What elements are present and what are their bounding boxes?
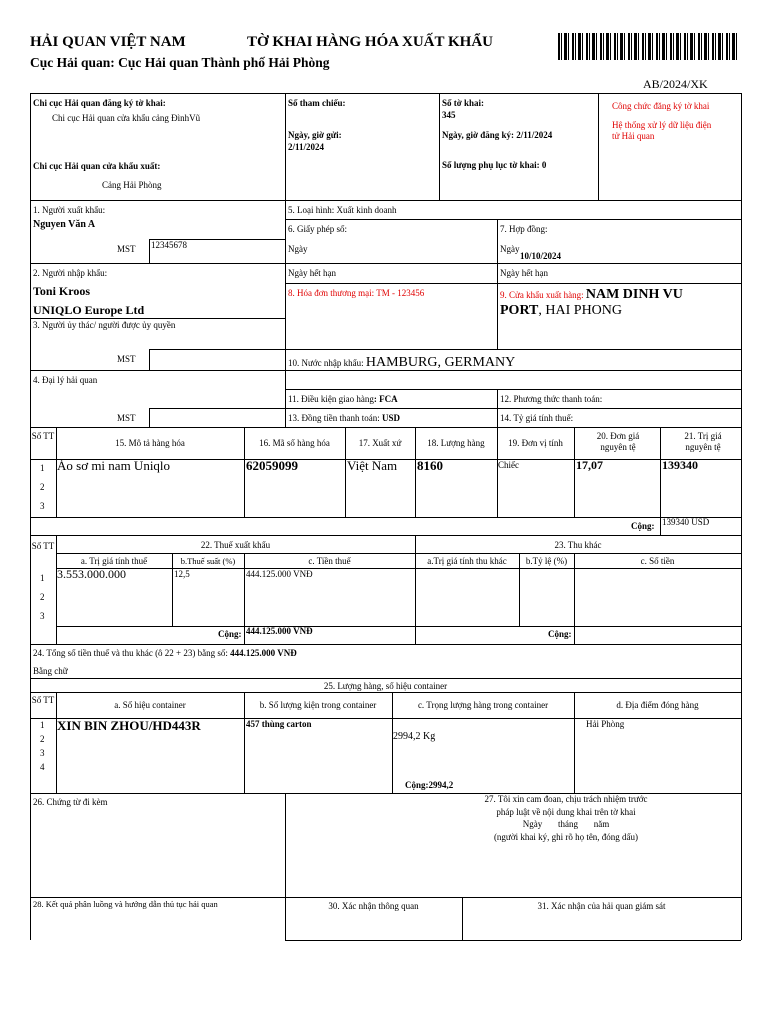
goods-origin: Việt Nam — [347, 458, 398, 473]
system-label-2: tử Hải quan — [612, 131, 655, 141]
clearance-label: 30. Xác nhận thông quan — [328, 901, 419, 911]
exchange-rate-label: 14. Tỷ giá tính thuế: — [500, 413, 574, 423]
trustee-mst-label: MST — [117, 354, 136, 364]
container-packages: 457 thùng carton — [246, 719, 312, 729]
tax-rate: 12,5 — [174, 569, 190, 579]
reg-office-value: Chi cục Hải quan cửa khẩu cảng ĐìnhVũ — [52, 113, 201, 123]
agent-label: 4. Đại lý hải quan — [33, 375, 98, 385]
export-type: 5. Loại hình: Xuất kinh doanh — [288, 205, 397, 215]
tax-col-other-amount: c. Số tiền — [640, 556, 675, 566]
container-row-no-4: 4 — [40, 762, 45, 772]
system-label-1: Hệ thống xử lý dữ liệu điện — [612, 120, 712, 130]
goods-header-unit: 19. Đơn vị tính — [508, 438, 563, 448]
container-total: Cộng:2994,2 — [405, 780, 454, 790]
other-total-label: Cộng: — [548, 629, 572, 639]
permit-expiry-label: Ngày hết hạn — [288, 268, 336, 278]
importer-name-2: UNIQLO Europe Ltd — [33, 303, 145, 317]
exit-port-label: 9. Cửa khẩu xuất hàng: — [500, 290, 586, 300]
tax-col-rate: b.Thuế suất (%) — [180, 556, 236, 566]
container-place: Hải Phòng — [586, 719, 625, 729]
tax-total-label: Cộng: — [218, 629, 242, 639]
declaration-no-label: Số tờ khai: — [442, 98, 484, 108]
container-row-no-3: 3 — [40, 748, 45, 758]
total-in-words-label: Bằng chữ — [33, 666, 68, 676]
import-country-label: 10. Nước nhập khẩu: — [288, 358, 366, 368]
delivery-terms-label: 11. Điều kiện giao hàng — [288, 394, 374, 404]
goods-header-no: Số TT — [31, 431, 55, 441]
exporter-mst-value: 12345678 — [151, 240, 187, 250]
container-header-id: a. Số hiệu container — [114, 700, 186, 710]
currency-label: 13. Đồng tiền thanh toán: — [288, 413, 382, 423]
goods-row-no-2: 2 — [40, 482, 45, 492]
goods-row-no-3: 3 — [40, 501, 45, 511]
tax-row-no-3: 3 — [40, 611, 45, 621]
goods-header-hs: 16. Mã số hàng hóa — [259, 438, 330, 448]
container-row-no-1: 1 — [40, 720, 45, 730]
declaration — [455, 793, 677, 843]
contract-date-label: Ngày — [500, 244, 520, 254]
reg-office-label: Chi cục Hải quan đăng ký tờ khai: — [33, 98, 166, 108]
sent-date-value: 2/11/2024 — [288, 142, 325, 152]
tax-header-other: 23. Thu khác — [554, 540, 602, 550]
container-weight: 2994,2 Kg — [393, 731, 436, 742]
total-tax-label: 24. Tổng số tiền thuế và thu khác (ô 22 + 23) bằng số: — [33, 648, 231, 658]
registration-date: Ngày, giờ đăng ký: 2/11/2024 — [442, 130, 553, 140]
declaration-line-2: pháp luật về nội dung khai trên tờ khai — [496, 806, 636, 817]
goods-header-price: 20. Đơn giá nguyên tệ — [596, 431, 640, 453]
goods-header-value: 21. Trị giá nguyên tệ — [684, 431, 722, 453]
container-row-no-2: 2 — [40, 734, 45, 744]
tax-total-value: 444.125.000 VNĐ — [246, 626, 313, 636]
payment-method-label: 12. Phương thức thanh toán: — [500, 394, 603, 404]
goods-hs-code: 62059099 — [246, 458, 298, 473]
importer-label: 2. Người nhập khẩu: — [33, 268, 108, 278]
import-country-value: HAMBURG, GERMANY — [365, 355, 516, 370]
exporter-name: Nguyen Văn A — [33, 219, 96, 230]
container-header-no: Số TT — [31, 695, 55, 705]
exit-port — [500, 287, 683, 303]
trustee-label: 3. Người ủy thác/ người được ủy quyền — [33, 320, 176, 330]
agency-title: HẢI QUAN VIỆT NAM — [30, 34, 186, 50]
goods-header-qty: 18. Lượng hàng — [427, 438, 485, 448]
tax-col-taxable: a. Trị giá tính thuế — [80, 556, 148, 566]
declaration-line-1: 27. Tôi xin cam đoan, chịu trách nhiệm trước — [484, 794, 648, 804]
tax-col-amount: c. Tiền thuế — [308, 556, 351, 566]
reference-label: Số tham chiếu: — [288, 98, 346, 108]
tax-taxable-value: 3.553.000.000 — [57, 567, 126, 581]
total-tax — [33, 648, 297, 658]
officer-label: Công chức đăng ký tờ khai — [612, 101, 710, 111]
permit-label: 6. Giấy phép số: — [288, 224, 347, 234]
tax-col-other-rate: b.Tỷ lệ (%) — [525, 556, 568, 566]
sent-date-label: Ngày, giờ gửi: — [288, 130, 342, 140]
agent-mst-label: MST — [117, 413, 136, 423]
goods-unit: Chiếc — [498, 460, 519, 470]
exit-office-label: Chi cục Hải quan cửa khẩu xuất: — [33, 161, 161, 171]
tax-col-other-value: a.Trị giá tính thu khác — [427, 556, 507, 566]
container-header-weight: c. Trọng lượng hàng trong container — [417, 700, 549, 710]
tax-amount: 444.125.000 VNĐ — [246, 569, 313, 579]
supervision-label: 31. Xác nhận của hải quan giám sát — [537, 901, 666, 911]
goods-row-no-1: 1 — [40, 463, 45, 473]
container-header-place: d. Địa điểm đóng hàng — [616, 700, 699, 710]
goods-header-desc: 15. Mô tả hàng hóa — [115, 438, 185, 448]
routing-result-label: 28. Kết quả phân luồng và hướng dẫn thủ tục hải quan — [33, 899, 218, 909]
importer-name-1: Toni Kroos — [33, 284, 91, 298]
exit-port-value-2b: , HAI PHONG — [538, 303, 623, 318]
contract-date-value: 10/10/2024 — [520, 251, 562, 261]
declaration-line-4: (người khai ký, ghi rõ họ tên, đóng dấu) — [493, 831, 639, 842]
goods-total-label: Cộng: — [631, 521, 655, 531]
declaration-line-3: Ngày tháng năm — [522, 819, 610, 830]
appendix-count: Số lượng phụ lục tờ khai: 0 — [442, 160, 547, 170]
delivery-terms-value: : FCA — [373, 394, 398, 404]
goods-quantity: 8160 — [417, 458, 443, 473]
goods-total-value: 139340 USD — [662, 517, 710, 527]
form-title: TỜ KHAI HÀNG HÓA XUẤT KHẨU — [247, 34, 493, 50]
exporter-mst-label: MST — [117, 244, 136, 254]
goods-description: Áo sơ mi nam Uniqlo — [57, 458, 171, 473]
exit-office-value: Cảng Hải Phòng — [102, 180, 162, 190]
exit-port-value-2a: PORT — [500, 303, 539, 318]
attached-docs-label: 26. Chứng từ đi kèm — [33, 797, 108, 807]
exit-port-line2 — [500, 303, 622, 319]
currency-value: USD — [382, 413, 401, 423]
goods-header-origin: 17. Xuất xứ — [358, 438, 402, 448]
import-country — [288, 355, 515, 371]
currency — [288, 413, 400, 423]
declaration-no-value: 345 — [442, 110, 456, 120]
container-header-packages: b. Số lượng kiện trong container — [259, 700, 377, 710]
tax-row-no-1: 1 — [40, 573, 45, 583]
contract-label: 7. Hợp đồng: — [500, 224, 548, 234]
tax-header-no: Số TT — [31, 541, 55, 551]
tax-row-no-2: 2 — [40, 592, 45, 602]
tax-header-export: 22. Thuế xuất khẩu — [200, 540, 271, 550]
form-code: AB/2024/XK — [643, 77, 708, 91]
customs-dept: Cục Hải quan: Cục Hải quan Thành phố Hải Phòng — [30, 55, 330, 70]
goods-value: 139340 — [662, 458, 698, 472]
total-tax-value: 444.125.000 VNĐ — [230, 648, 297, 658]
goods-unit-price: 17,07 — [576, 458, 603, 472]
contract-expiry-label: Ngày hết hạn — [500, 268, 548, 278]
permit-date-label: Ngày — [288, 244, 308, 254]
container-number: XIN BIN ZHOU/HD443R — [57, 718, 201, 733]
delivery-terms — [288, 394, 398, 404]
invoice-label: 8. Hóa đơn thương mại: TM - 123456 — [288, 288, 425, 298]
container-title: 25. Lượng hàng, số hiệu container — [323, 681, 448, 691]
exit-port-value-1: NAM DINH VU — [585, 287, 683, 302]
exporter-label: 1. Người xuất khẩu: — [33, 205, 106, 215]
barcode-icon — [558, 33, 738, 60]
